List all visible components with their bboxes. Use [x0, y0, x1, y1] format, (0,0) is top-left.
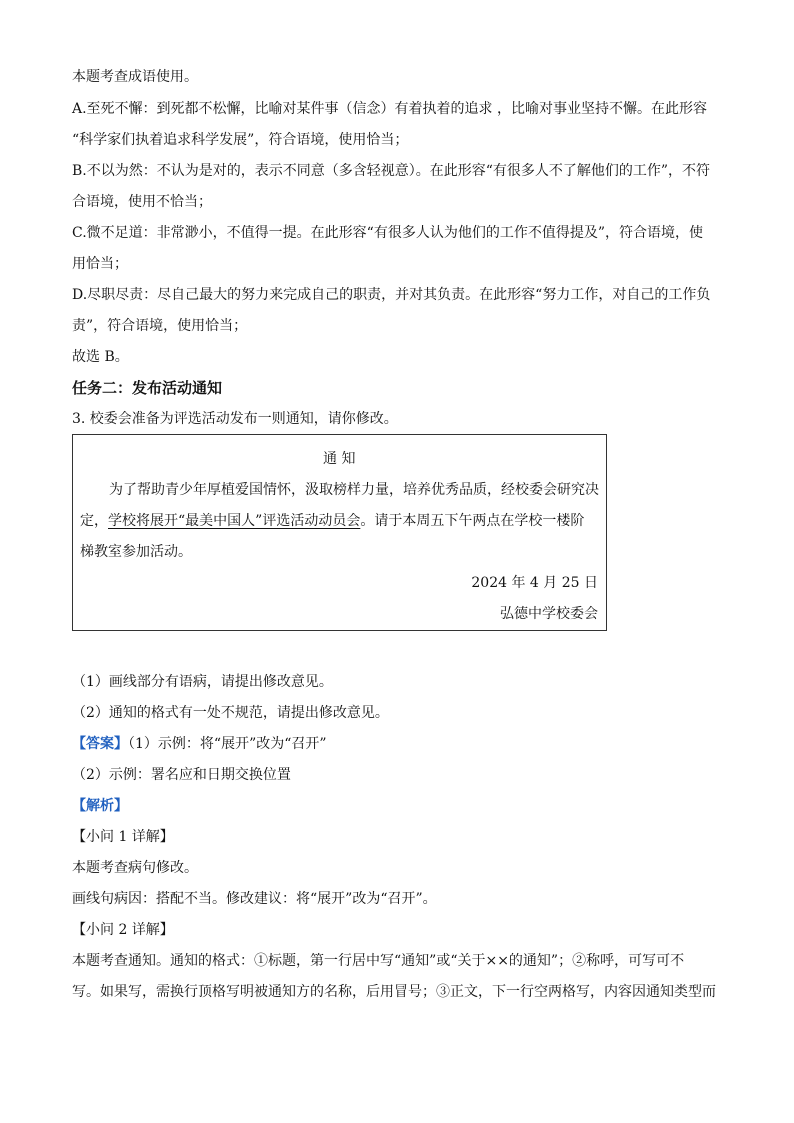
notice-text: 。请于本周五下午两点在学校一楼阶: [360, 513, 585, 529]
text-line: 用恰当；: [72, 256, 128, 272]
notice-title: 通 知: [323, 451, 356, 467]
text-line: 合语境，使用不恰当；: [72, 194, 212, 210]
answer-line: [72, 734, 327, 754]
text-line: 本题考查成语使用。: [72, 69, 198, 85]
section-heading: 任务二：发布活动通知: [72, 379, 223, 397]
sub-question: （2）通知的格式有一处不规范，请提出修改意见。: [72, 705, 389, 721]
notice-date: 2024 年 4 月 25 日: [471, 575, 598, 591]
answer-label: 【答案】: [72, 736, 128, 752]
text-line: A.至死不懈：到死都不松懈，比喻对某件事（信念）有着执着的追求 ，比喻对事业坚持不懈。在此形容: [72, 101, 708, 117]
notice-body-line: 梯教室参加活动。: [80, 544, 192, 560]
notice-text: 定，: [80, 513, 108, 529]
text-line: “科学家们执着追求科学发展”，符合语境，使用恰当；: [72, 132, 409, 148]
text-line: 本题考查病句修改。: [72, 860, 198, 876]
notice-body-line: [80, 511, 584, 531]
answer-text: （1）示例：将“展开”改为“召开”: [128, 736, 327, 752]
text-line: 责”，符合语境，使用恰当；: [72, 318, 248, 334]
text-line: 画线句病因：搭配不当。修改建议：将“展开”改为“召开”。: [72, 891, 437, 907]
sub-heading: 【小问 1 详解】: [72, 829, 174, 845]
notice-box: [72, 434, 607, 631]
answer-line: （2）示例：署名应和日期交换位置: [72, 767, 291, 783]
underlined-sentence: 学校将展开“最美中国人”评选活动动员会: [108, 513, 361, 529]
text-line: 本题考查通知。通知的格式：①标题，第一行居中写“通知”或“关于××的通知”；②称呼，可写可不: [72, 953, 685, 969]
text-line: C.微不足道：非常渺小，不值得一提。在此形容“有很多人认为他们的工作不值得提及”，符合语境，使: [72, 225, 703, 241]
notice-body-line: 为了帮助青少年厚植爱国情怀，汲取榜样力量，培养优秀品质，经校委会研究决: [109, 482, 599, 498]
text-line: 写。如果写，需换行顶格写明被通知方的名称，后用冒号；③正文，下一行空两格写，内容因通知类型而: [72, 984, 716, 1000]
notice-signature: 弘德中学校委会: [500, 606, 598, 622]
text-line: D.尽职尽责：尽自己最大的努力来完成自己的职责，并对其负责。在此形容“努力工作，对自己的工作负: [72, 287, 711, 303]
analysis-label: 【解析】: [72, 798, 128, 814]
sub-question: （1）画线部分有语病，请提出修改意见。: [72, 674, 333, 690]
text-line: B.不以为然：不认为是对的，表示不同意（多含轻视意）。在此形容“有很多人不了解他们的工作”，不符: [72, 163, 711, 179]
question-text: 3. 校委会准备为评选活动发布一则通知，请你修改。: [72, 411, 398, 427]
text-line: 故选 B。: [72, 349, 129, 365]
sub-heading: 【小问 2 详解】: [72, 922, 174, 938]
